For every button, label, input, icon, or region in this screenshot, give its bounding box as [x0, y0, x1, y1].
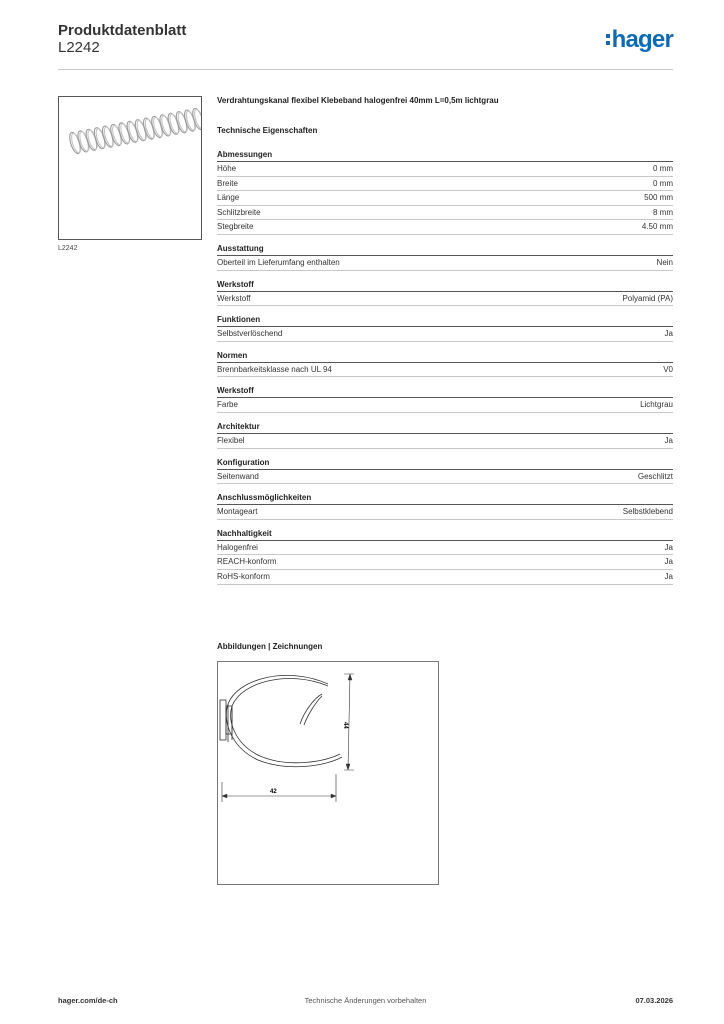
spec-row [217, 206, 673, 221]
footer-website-link[interactable]: hager.com/de-ch [58, 996, 118, 1005]
section-title: Ausstattung [217, 243, 673, 256]
article-number: L2242 [58, 39, 100, 56]
height-dimension-label: 44 [342, 722, 348, 729]
spec-value: Ja [664, 571, 673, 581]
spec-value: Ja [664, 557, 673, 567]
width-dimension-label: 42 [270, 789, 277, 795]
spec-row [217, 434, 673, 449]
section-title: Konfiguration [217, 457, 673, 470]
coil-product-icon [59, 97, 201, 239]
spec-value: 500 mm [644, 193, 673, 203]
spec-value: Lichtgrau [640, 400, 673, 410]
page-footer [58, 996, 673, 1010]
footer-date: 07.03.2026 [635, 996, 673, 1005]
image-caption: L2242 [58, 245, 78, 252]
logo-dots-icon [606, 32, 610, 46]
spec-row [217, 555, 673, 570]
spec-label: Schlitzbreite [217, 207, 261, 217]
spec-label: Stegbreite [217, 222, 254, 232]
footer-notice: Technische Änderungen vorbehalten [304, 996, 427, 1005]
spec-label: Oberteil im Lieferumfang enthalten [217, 257, 340, 267]
section-title: Abmessungen [217, 149, 673, 162]
spec-row [217, 398, 673, 413]
spec-row [217, 162, 673, 177]
spec-section [217, 492, 673, 520]
spec-row [217, 256, 673, 271]
spec-label: Seitenwand [217, 471, 259, 481]
spec-row [217, 470, 673, 485]
drawing-title: Abbildungen | Zeichnungen [217, 642, 323, 651]
product-image [58, 96, 202, 240]
spec-row [217, 363, 673, 378]
cross-section-drawing [218, 662, 438, 884]
spec-label: Montageart [217, 507, 258, 517]
spec-value: 0 mm [653, 178, 673, 188]
section-title: Werkstoff [217, 279, 673, 292]
spec-value: Ja [664, 435, 673, 445]
spec-section [217, 243, 673, 271]
spec-label: Werkstoff [217, 293, 251, 303]
spec-value: Selbstklebend [622, 507, 673, 517]
spec-value: Ja [664, 542, 673, 552]
spec-section [217, 385, 673, 413]
spec-value: 8 mm [653, 207, 673, 217]
spec-row [217, 327, 673, 342]
section-title: Funktionen [217, 314, 673, 327]
spec-label: RoHS-konform [217, 571, 270, 581]
spec-label: Höhe [217, 164, 237, 173]
spec-label: Flexibel [217, 435, 245, 445]
spec-value: 4.50 mm [641, 222, 673, 232]
spec-label: Farbe [217, 400, 238, 410]
spec-section [217, 350, 673, 378]
section-title: Normen [217, 350, 673, 363]
spec-value: Ja [664, 329, 673, 339]
spec-value: Nein [656, 257, 673, 267]
spec-value: 0 mm [653, 164, 673, 173]
section-title: Nachhaltigkeit [217, 528, 673, 541]
spec-section [217, 314, 673, 342]
spec-label: Selbstverlöschend [217, 329, 283, 339]
technical-drawing [217, 661, 439, 885]
logo-text: hager [611, 26, 673, 53]
spec-section [217, 149, 673, 235]
spec-section [217, 457, 673, 485]
spec-row [217, 505, 673, 520]
page-header [58, 20, 673, 70]
section-title: Architektur [217, 421, 673, 434]
spec-section [217, 279, 673, 307]
spec-column [217, 95, 673, 585]
product-description: Verdrahtungskanal flexibel Klebeband halogenfrei 40mm L=0,5m lichtgrau [217, 96, 499, 105]
section-title: Anschlussmöglichkeiten [217, 492, 673, 505]
spec-section [217, 528, 673, 585]
spec-label: REACH-konform [217, 557, 277, 567]
page-title: Produktdatenblatt [58, 22, 187, 39]
spec-row [217, 570, 673, 585]
tech-heading: Technische Eigenschaften [217, 126, 318, 135]
spec-label: Länge [217, 193, 240, 203]
spec-label: Brennbarkeitsklasse nach UL 94 [217, 364, 332, 374]
spec-section [217, 421, 673, 449]
spec-value: Geschlitzt [637, 471, 673, 481]
spec-value: V0 [663, 364, 673, 374]
section-title: Werkstoff [217, 385, 673, 398]
spec-value: Polyamid (PA) [622, 293, 673, 303]
spec-row [217, 292, 673, 307]
spec-row [217, 191, 673, 206]
spec-label: Halogenfrei [217, 542, 258, 552]
spec-row [217, 220, 673, 235]
spec-label: Breite [217, 178, 238, 188]
spec-sections [217, 149, 673, 585]
spec-row [217, 541, 673, 556]
spec-row [217, 177, 673, 192]
hager-logo [606, 26, 673, 54]
